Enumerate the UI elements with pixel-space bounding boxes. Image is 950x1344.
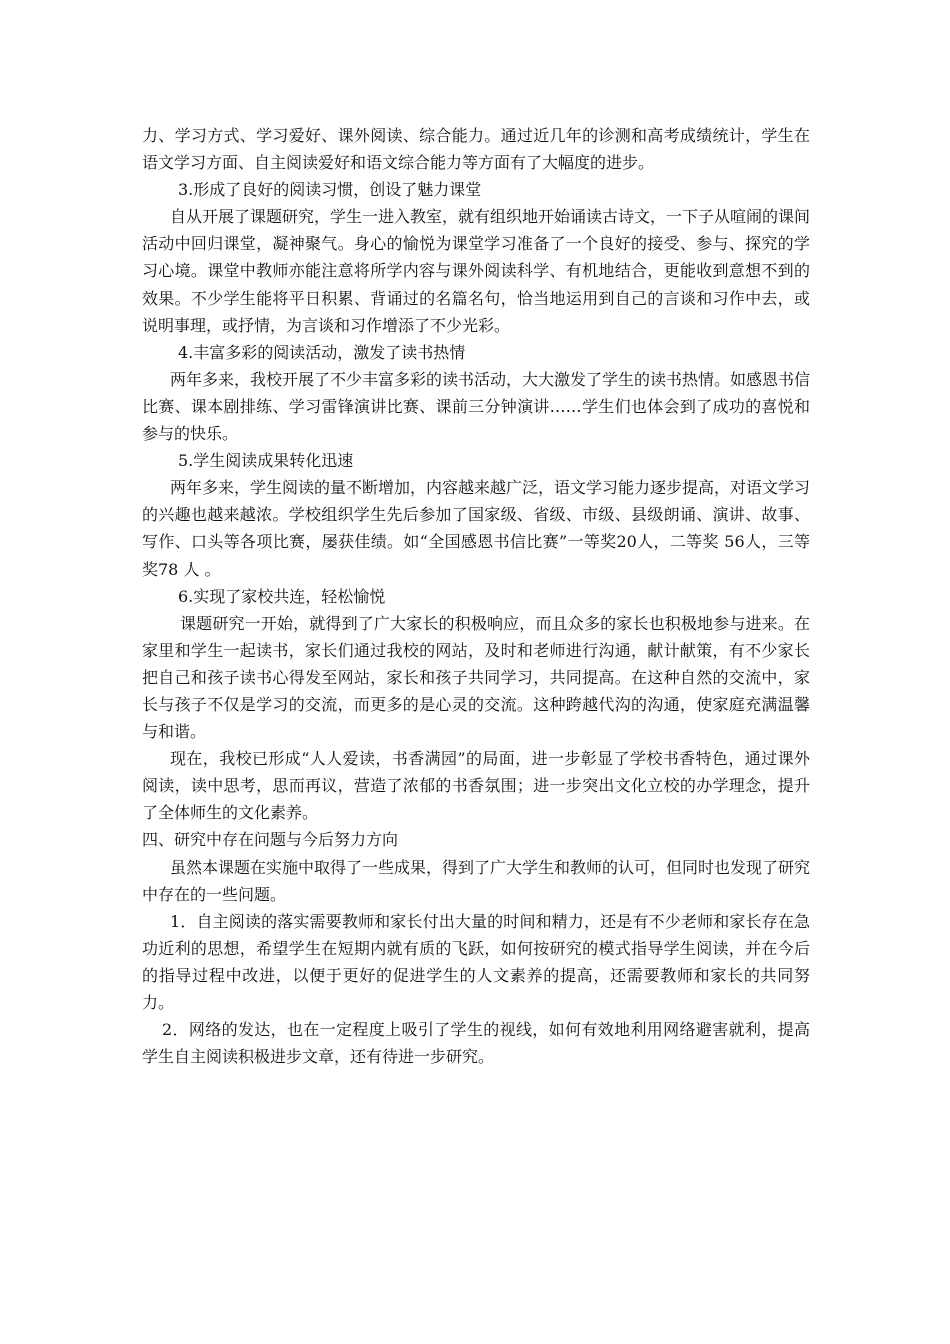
subheading-home-school: 6.实现了家校共连，轻松愉悦 [178,586,386,606]
paragraph-classroom: 自从开展了课题研究，学生一进入教室，就有组织地开始诵读古诗文，一下子从喧闹的课间活动中回归课堂，凝神聚气。身心的愉悦为课堂学习准备了一个良好的接受、参与、探究的学习心境。课堂中教师亦能注意将所学内容与课外阅读科学、有机地结合，更能收到意想不到的效果。不少学生能将平日积累、背诵过的名篇名句，恰当地运用到自己的言谈和习作中去，或说明事理，或抒情，为言谈和习作增添了不少光彩。 [142,207,811,335]
paragraph-problem-1: 1．自主阅读的落实需要教师和家长付出大量的时间和精力，还是有不少老师和家长存在急功近利的思想，希望学生在短期内就有质的飞跃，如何按研究的模式指导学生阅读，并在今后的指导过程中改进，以便于更好的促进学生的人文素养的提高，还需要教师和家长的共同努力。 [142,911,810,1012]
paragraph-home-school: 课题研究一开始，就得到了广大家长的积极响应，而且众多的家长也积极地参与进来。在家里和学生一起读书，家长们通过我校的网站，及时和老师进行沟通，献计献策，有不少家长把自己和孩子读书心得发至网站，家长和孩子共同学习，共同提高。在这种自然的交流中，家长与孩子不仅是学习的交流，而更多的是心灵的交流。这种跨越代沟的沟通，使家庭充满温馨与和谐。 [142,613,810,742]
paragraph-current-state: 现在，我校已形成“人人爱读，书香满园”的局面，进一步彰显了学校书香特色，通过课外阅读，读中思考，思而再议，营造了浓郁的书香氛围；进一步突出文化立校的办学理念，提升了全体师生的文化素养。 [142,749,810,823]
subheading-reading-activities: 4.丰富多彩的阅读活动，激发了读书热情 [178,342,466,362]
paragraph-results: 两年多来，学生阅读的量不断增加，内容越来越广泛，语文学习能力逐步提高，对语文学习的兴趣也越来越浓。学校组织学生先后参加了国家级、省级、市级、县级朗诵、演讲、故事、写作、口头等各项比赛，屡获佳绩。如“全国感恩书信比赛”一等奖20人，二等奖 56人，三等奖78 人 。 [142,478,811,579]
paragraph-problem-2: 2．网络的发达，也在一定程度上吸引了学生的视线，如何有效地利用网络避害就利，提高学生自主阅读积极进步文章，还有待进一步研究。 [142,1020,810,1067]
subheading-reading-habits: 3.形成了良好的阅读习惯，创设了魅力课堂 [178,180,482,200]
paragraph-activities: 两年多来，我校开展了不少丰富多彩的读书活动，大大激发了学生的读书热情。如感恩书信比赛、课本剧排练、学习雷锋演讲比赛、课前三分钟演讲……学生们也体会到了成功的喜悦和参与的快乐。 [142,369,811,444]
section-heading-problems: 四、研究中存在问题与今后努力方向 [142,830,399,850]
paragraph-problems-intro: 虽然本课题在实施中取得了一些成果，得到了广大学生和教师的认可，但同时也发现了研究中存在的一些问题。 [142,857,811,904]
subheading-reading-results: 5.学生阅读成果转化迅速 [178,451,354,471]
document-body [142,122,810,1070]
paragraph-continuation: 力、学习方式、学习爱好、课外阅读、综合能力。通过近几年的诊测和高考成绩统计，学生在语文学习方面、自主阅读爱好和语文综合能力等方面有了大幅度的进步。 [142,126,810,173]
